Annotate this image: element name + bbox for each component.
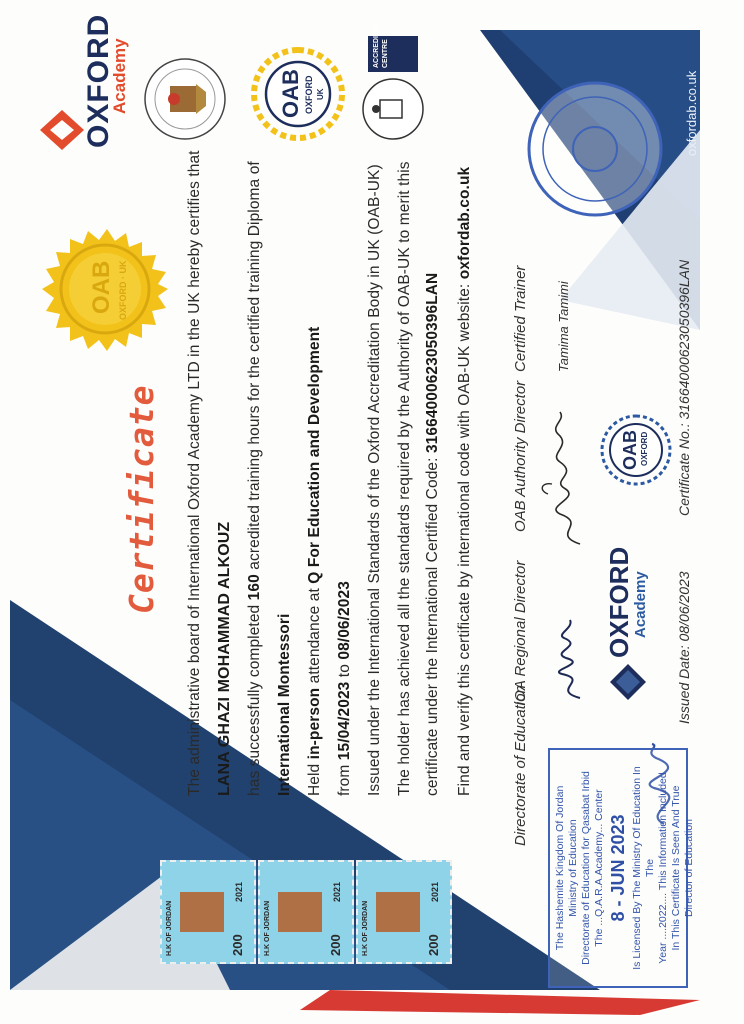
completed-suffix: acredited training hours for the certified training Diploma of <box>246 161 263 575</box>
stamp-date: 8 - JUN 2023 <box>608 814 628 922</box>
date-from: 15/04/2023 <box>336 681 353 761</box>
revenue-stamps <box>160 864 460 964</box>
held-middle: attendance at <box>306 583 323 688</box>
body-line-issued-under: Issued under the International Standards of the Oxford Accreditation Body in UK (OAB-UK) <box>366 164 383 796</box>
ioa-regional-director-title: IOA Regional Director <box>512 560 529 706</box>
revenue-stamp-image <box>376 892 420 932</box>
oab-sub-top: OXFORD <box>304 75 314 114</box>
recipient-name: LANA GHAZI MOHAMMAD ALKOUZ <box>216 521 233 796</box>
oab-word-top: OAB <box>278 69 303 118</box>
stamp-line-ministry: Ministry of Education <box>567 819 579 917</box>
accredited-emblem-icon <box>358 74 428 144</box>
certificate-title: Certificate <box>122 384 161 614</box>
training-hours: 160 <box>246 574 263 601</box>
website-corner: oxfordab.co.uk <box>684 70 699 156</box>
revenue-stamp-label: H.K OF JORDAN <box>362 900 369 956</box>
ministry-stamp <box>548 748 695 988</box>
to-word: to <box>336 659 353 682</box>
verify-prefix: Find and verify this certificate by international code with OAB-UK website: <box>456 279 473 796</box>
oxford-academy-logo-bottom <box>600 542 660 702</box>
diploma-name: International Montessori <box>276 613 293 796</box>
oab-sub-bottom: OXFORD <box>640 431 649 466</box>
oxford-diamond-icon <box>608 662 648 702</box>
stamp-line-true: In This Certificate Is Seen And True <box>670 785 682 951</box>
body-line-completed <box>246 161 264 796</box>
revenue-stamp-1 <box>160 860 256 964</box>
directorate-of-education-title: Directorate of Education <box>512 685 529 846</box>
stamp-line-directorate: Directorate of Education for Qasabat Irbid <box>580 771 592 965</box>
stamp-line-center: The ...Q.A.R.A.Academy... Center <box>593 789 605 947</box>
academy-word-top: Academy <box>110 38 129 114</box>
body-line-board: The administrative board of International Oxford Academy LTD in the UK hereby certifies that <box>186 150 203 796</box>
blue-round-seal-icon <box>520 74 670 224</box>
revenue-stamp-image <box>278 892 322 932</box>
body-line-code <box>424 273 442 796</box>
certified-trainer-title: Certified Trainer <box>512 265 529 372</box>
oab-authority-director-title: OAB Authority Director <box>512 380 529 532</box>
stamp-line-year: Year ....2022.... This Information Included <box>657 772 669 964</box>
revenue-stamp-2 <box>258 860 354 964</box>
revenue-stamp-value: 200 <box>426 934 441 956</box>
from-prefix: from <box>336 760 353 796</box>
revenue-stamp-year: 2021 <box>430 881 440 902</box>
body-line-verify <box>456 167 474 796</box>
revenue-stamp-year: 2021 <box>332 881 342 902</box>
verify-website: oxfordab.co.uk <box>456 166 473 280</box>
oxford-word-bottom: OXFORD <box>604 546 634 658</box>
trainer-name: Tamima Tamimi <box>556 281 571 372</box>
oab-uk-top: UK <box>316 88 325 100</box>
completed-prefix: has successfully completed <box>246 600 263 796</box>
stamp-line-director: Director of Education <box>683 818 695 918</box>
stamp-line-licensed: Is Licensed By The Ministry Of Education In The <box>631 766 656 970</box>
accredited-centre-logo <box>358 22 468 144</box>
revenue-stamp-year: 2021 <box>234 881 244 902</box>
oxford-academy-logo-top <box>40 14 130 154</box>
jordan-ministry-emblem-icon <box>140 54 230 144</box>
held-place: Q For Education and Development <box>306 326 323 584</box>
revenue-stamp-3 <box>356 860 452 964</box>
oab-uk-logo-top <box>248 44 348 144</box>
revenue-stamp-value: 200 <box>230 934 245 956</box>
held-prefix: Held <box>306 759 323 796</box>
academy-word-bottom: Academy <box>632 571 649 638</box>
oab-word-bottom: OAB <box>620 430 640 470</box>
oxford-word-top: OXFORD <box>82 13 115 148</box>
ioa-director-signature <box>540 614 600 704</box>
date-to: 08/06/2023 <box>336 581 353 660</box>
body-line-dates <box>336 581 354 796</box>
certificate-number: Certificate No.: 31664000623050396LAN <box>676 259 692 516</box>
revenue-stamp-image <box>180 892 224 932</box>
code-prefix: certificate under the International Certified Code: <box>424 453 441 796</box>
revenue-stamp-label: H.K OF JORDAN <box>166 900 173 956</box>
accredited-centre-badge: ACCREDITED CENTRE <box>368 36 418 72</box>
oxford-chevron-icon <box>40 110 84 150</box>
gold-seal-subtext: OXFORD · UK <box>118 260 128 320</box>
body-line-holder: The holder has achieved all the standards required by the Authority of OAB-UK to merit this <box>396 161 413 796</box>
gold-seal-text: OAB <box>88 260 115 314</box>
revenue-stamp-value: 200 <box>328 934 343 956</box>
held-mode: in-person <box>306 687 323 760</box>
body-line-held <box>306 327 324 796</box>
revenue-stamp-label: H.K OF JORDAN <box>264 900 271 956</box>
gold-seal <box>40 224 170 354</box>
oab-logo-bottom <box>596 410 676 490</box>
issued-date: Issued Date: 08/06/2023 <box>676 571 692 724</box>
oab-director-signature <box>530 404 600 554</box>
certified-code: 31664000623050396LAN <box>424 272 441 454</box>
stamp-line-kingdom: The Hashemite Kingdom Of Jordan <box>554 785 566 951</box>
